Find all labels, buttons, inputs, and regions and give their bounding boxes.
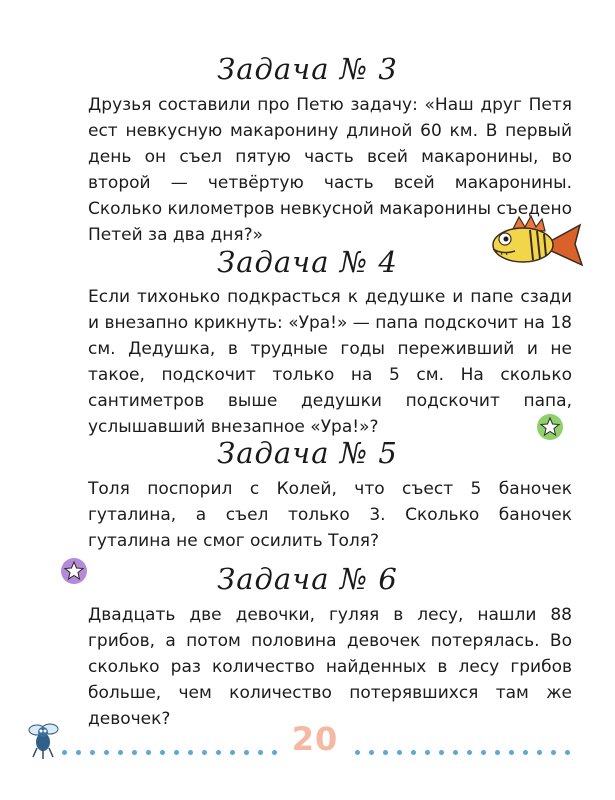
footer-dots-right bbox=[355, 740, 579, 746]
page-number: 20 bbox=[291, 720, 339, 758]
problem-6-text: Двадцать две девочки, гуляя в лесу, нашли 88 грибов, а потом половина девочек потерялась. Во сколько раз количество найденных в лесу грибов больше, чем количество потерявшихся там же девочек? bbox=[88, 605, 572, 729]
problem-3-title: Задача № 3 bbox=[217, 52, 398, 86]
footer-dots-left bbox=[62, 740, 286, 746]
problem-4-text: Если тихонько подкрасться к дедушке и папе сзади и внезапно крикнуть: «Ура!» — папа подскочит на 18 см. Дедушка, в трудные годы переживший и не такое, подскочит только на 5 см. На сколько сантиметров выше дедушки подскочит папа, услышавший внезапное «Ура!»? bbox=[88, 287, 572, 437]
fly-icon bbox=[26, 718, 60, 760]
problem-3-text: Друзья составили про Петю задачу: «Наш друг Петя ест невкусную макаронину длиной 60 км. В первый день он съел пятую часть всей макаронины, во второй — четвёртую часть всей макаронины. Сколько километров невкусной макаронины съедено Петей за два дня?» bbox=[88, 95, 572, 245]
problem-4-title: Задача № 4 bbox=[217, 245, 398, 279]
problem-5-title: Задача № 5 bbox=[217, 436, 398, 470]
problem-5-text: Толя поспорил с Колей, что съест 5 баночек гуталина, а съел только 3. Сколько баночек гуталина не смог осилить Толя? bbox=[88, 479, 572, 551]
problem-6-title: Задача № 6 bbox=[217, 562, 398, 596]
